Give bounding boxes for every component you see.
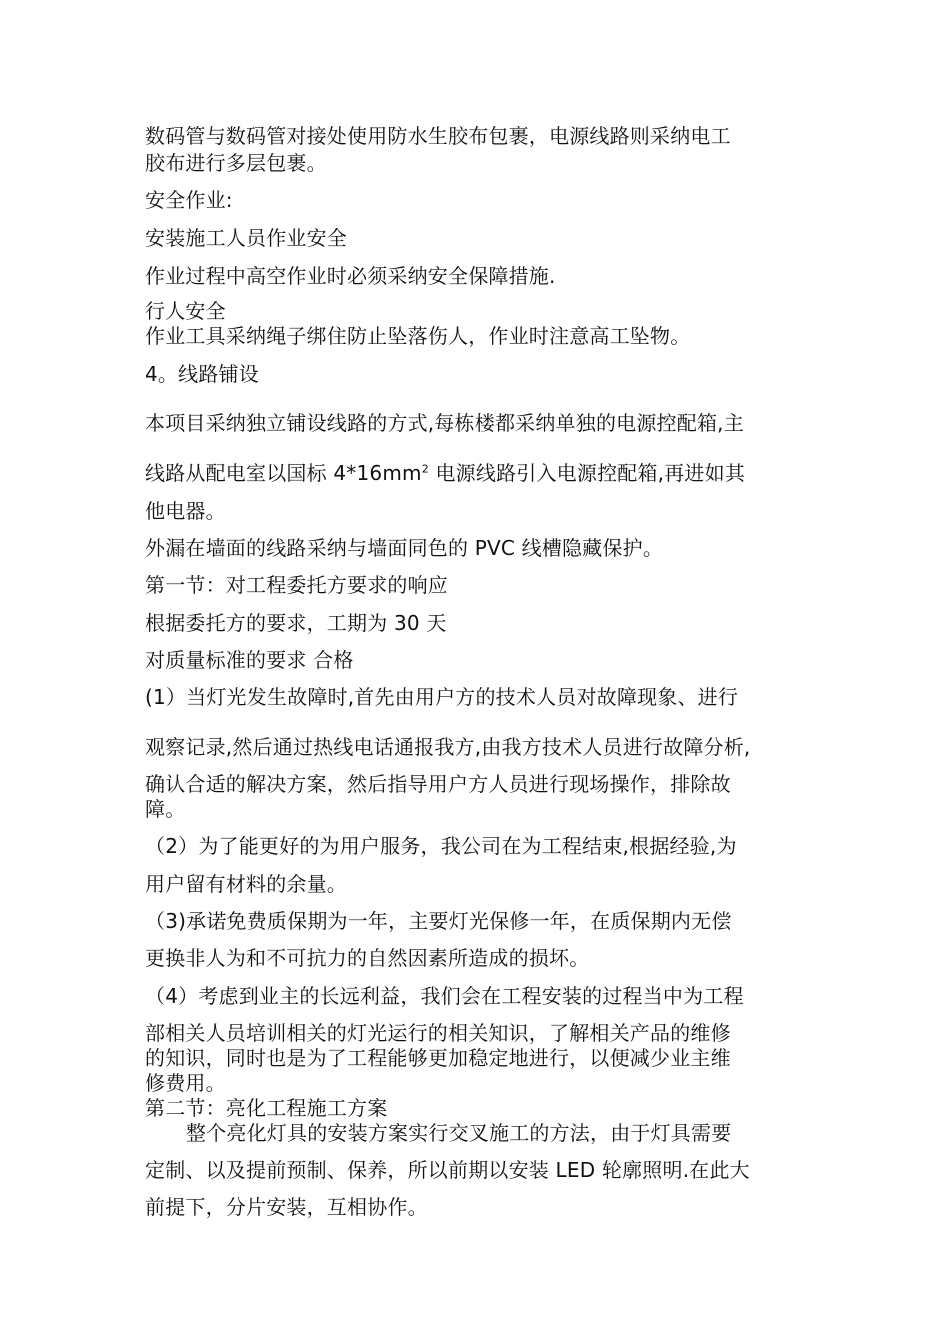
list-item-line: 更换非人为和不可抗力的自然因素所造成的损坏。 (145, 946, 590, 970)
superscript: 2 (421, 462, 429, 476)
text-run: 线路从配电室以国标 4*16mm (145, 461, 422, 485)
list-item-line: 障。 (145, 797, 186, 821)
list-item-line: （2）为了能更好的为用户服务，我公司在为工程结束,根据经验,为 (145, 834, 737, 858)
list-item-line: 修费用。 (145, 1071, 226, 1095)
list-item-line: （3)承诺免费质保期为一年，主要灯光保修一年，在质保期内无偿 (145, 909, 732, 933)
list-item-line: 部相关人员培训相关的灯光运行的相关知识，了解相关产品的维修 (145, 1021, 731, 1045)
section-heading: 4。线路铺设 (145, 362, 259, 386)
section-heading: 第一节：对工程委托方要求的响应 (145, 573, 448, 597)
text-run: 电源线路引入电源控配箱,再进如其 (428, 461, 746, 485)
body-text-line: 作业过程中高空作业时必须采纳安全保障措施. (145, 264, 556, 288)
body-text-line: 数码管与数码管对接处使用防水生胶布包裹，电源线路则采纳电工 (145, 124, 731, 148)
body-text-line: 定制、以及提前预制、保养，所以前期以安装 LED 轮廓照明.在此大 (145, 1158, 750, 1182)
body-text-line (145, 461, 745, 485)
list-item-line: 的知识，同时也是为了工程能够更加稳定地进行，以便减少业主维 (145, 1046, 731, 1070)
body-text-line: 对质量标准的要求 合格 (145, 648, 354, 672)
section-heading: 第二节：亮化工程施工方案 (145, 1096, 388, 1120)
list-item-line: 观察记录,然后通过热线电话通报我方,由我方技术人员进行故障分析, (145, 735, 751, 759)
body-text-line: 外漏在墙面的线路采纳与墙面同色的 PVC 线槽隐藏保护。 (145, 536, 664, 560)
body-text-line: 整个亮化灯具的安装方案实行交叉施工的方法，由于灯具需要 (186, 1121, 732, 1145)
sub-heading: 行人安全 (145, 299, 226, 323)
list-item-line: 确认合适的解决方案，然后指导用户方人员进行现场操作，排除故 (145, 772, 731, 796)
body-text-line: 根据委托方的要求，工期为 30 天 (145, 611, 447, 635)
body-text-line: 胶布进行多层包裹。 (145, 151, 327, 175)
body-text-line: 本项目采纳独立铺设线路的方式,每栋楼都采纳单独的电源控配箱,主 (145, 411, 744, 435)
body-text-line: 前提下，分片安装，互相协作。 (145, 1195, 428, 1219)
sub-heading: 安装施工人员作业安全 (145, 226, 347, 250)
body-text-line: 作业工具采纳绳子绑住防止坠落伤人，作业时注意高工坠物。 (145, 324, 691, 348)
list-item-line: 用户留有材料的余量。 (145, 872, 347, 896)
list-item-line: (1）当灯光发生故障时,首先由用户方的技术人员对故障现象、进行 (145, 685, 739, 709)
body-text-line: 他电器。 (145, 499, 226, 523)
list-item-line: （4）考虑到业主的长远利益，我们会在工程安装的过程当中为工程 (145, 984, 744, 1008)
section-label: 安全作业: (145, 188, 233, 212)
